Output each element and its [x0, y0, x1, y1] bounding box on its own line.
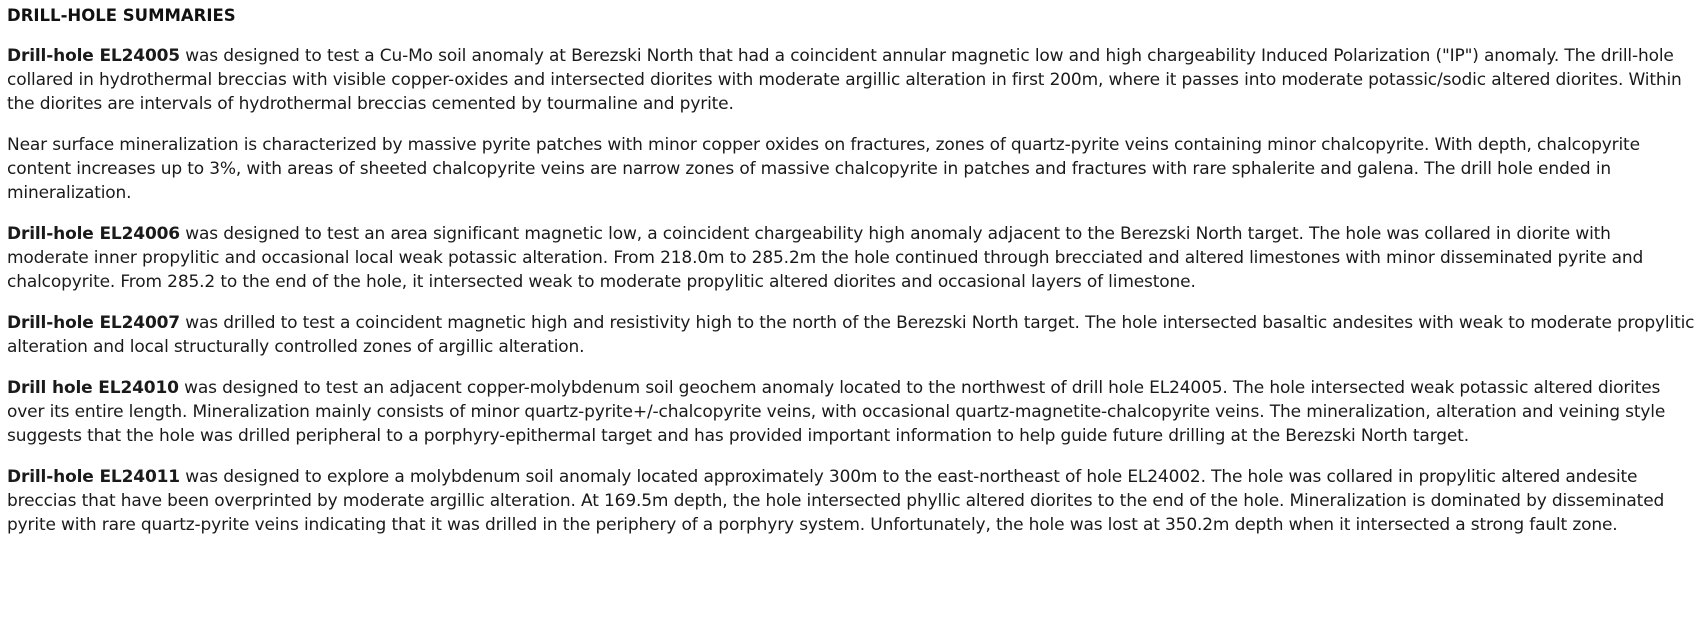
paragraph-el24010: [7, 376, 1696, 448]
paragraph-text: was designed to test an adjacent copper-molybdenum soil geochem anomaly located to the northwest of drill hole EL24005. The hole intersected weak potassic altered diorites over its entire length. Mineralization mainly consists of minor quartz-pyrite+/-chalcopyrite veins, with occasional quartz-magnetite-chalcopyrite veins. The mineralization, alteration and veining style suggests that the hole was drilled peripheral to a porphyry-epithermal target and has provided important information to help guide future drilling at the Berezski North target.: [7, 378, 1666, 446]
hole-id-el24011: Drill-hole EL24011: [7, 467, 180, 487]
paragraph-text: Near surface mineralization is characterized by massive pyrite patches with minor copper oxides on fractures, zones of quartz-pyrite veins containing minor chalcopyrite. With depth, chalcopyrite content increases up to 3%, with areas of sheeted chalcopyrite veins are narrow zones of massive chalcopyrite in patches and fractures with rare sphalerite and galena. The drill hole ended in mineralization.: [7, 135, 1640, 203]
hole-id-el24007: Drill-hole EL24007: [7, 313, 180, 333]
paragraph-el24007: [7, 311, 1696, 359]
paragraph-text: was drilled to test a coincident magnetic high and resistivity high to the north of the Berezski North target. The hole intersected basaltic andesites with weak to moderate propylitic alteration and local structurally controlled zones of argillic alteration.: [7, 313, 1695, 357]
paragraph-el24011: [7, 465, 1696, 537]
section-heading: DRILL-HOLE SUMMARIES: [7, 6, 236, 25]
hole-id-el24005: Drill-hole EL24005: [7, 46, 180, 66]
paragraph-mineralization: [7, 133, 1696, 205]
paragraph-el24006: [7, 222, 1696, 294]
paragraph-text: was designed to test an area significant magnetic low, a coincident chargeability high anomaly adjacent to the Berezski North target. The hole was collared in diorite with moderate inner propylitic and occasional local weak potassic alteration. From 218.0m to 285.2m the hole continued through brecciated and altered limestones with minor disseminated pyrite and chalcopyrite. From 285.2 to the end of the hole, it intersected weak to moderate propylitic altered diorites and occasional layers of limestone.: [7, 224, 1644, 292]
hole-id-el24006: Drill-hole EL24006: [7, 224, 180, 244]
hole-id-el24010: Drill hole EL24010: [7, 378, 179, 398]
paragraph-el24005: [7, 44, 1696, 116]
document-body: [0, 4, 1702, 537]
paragraph-text: was designed to explore a molybdenum soil anomaly located approximately 300m to the east-northeast of hole EL24002. The hole was collared in propylitic altered andesite breccias that have been overprinted by moderate argillic alteration. At 169.5m depth, the hole intersected phyllic altered diorites to the end of the hole. Mineralization is dominated by disseminated pyrite with rare quartz-pyrite veins indicating that it was drilled in the periphery of a porphyry system. Unfortunately, the hole was lost at 350.2m depth when it intersected a strong fault zone.: [7, 467, 1665, 535]
paragraph-text: was designed to test a Cu-Mo soil anomaly at Berezski North that had a coincident annular magnetic low and high chargeability Induced Polarization ("IP") anomaly. The drill-hole collared in hydrothermal breccias with visible copper-oxides and intersected diorites with moderate argillic alteration in first 200m, where it passes into moderate potassic/sodic altered diorites. Within the diorites are intervals of hydrothermal breccias cemented by tourmaline and pyrite.: [7, 46, 1682, 114]
